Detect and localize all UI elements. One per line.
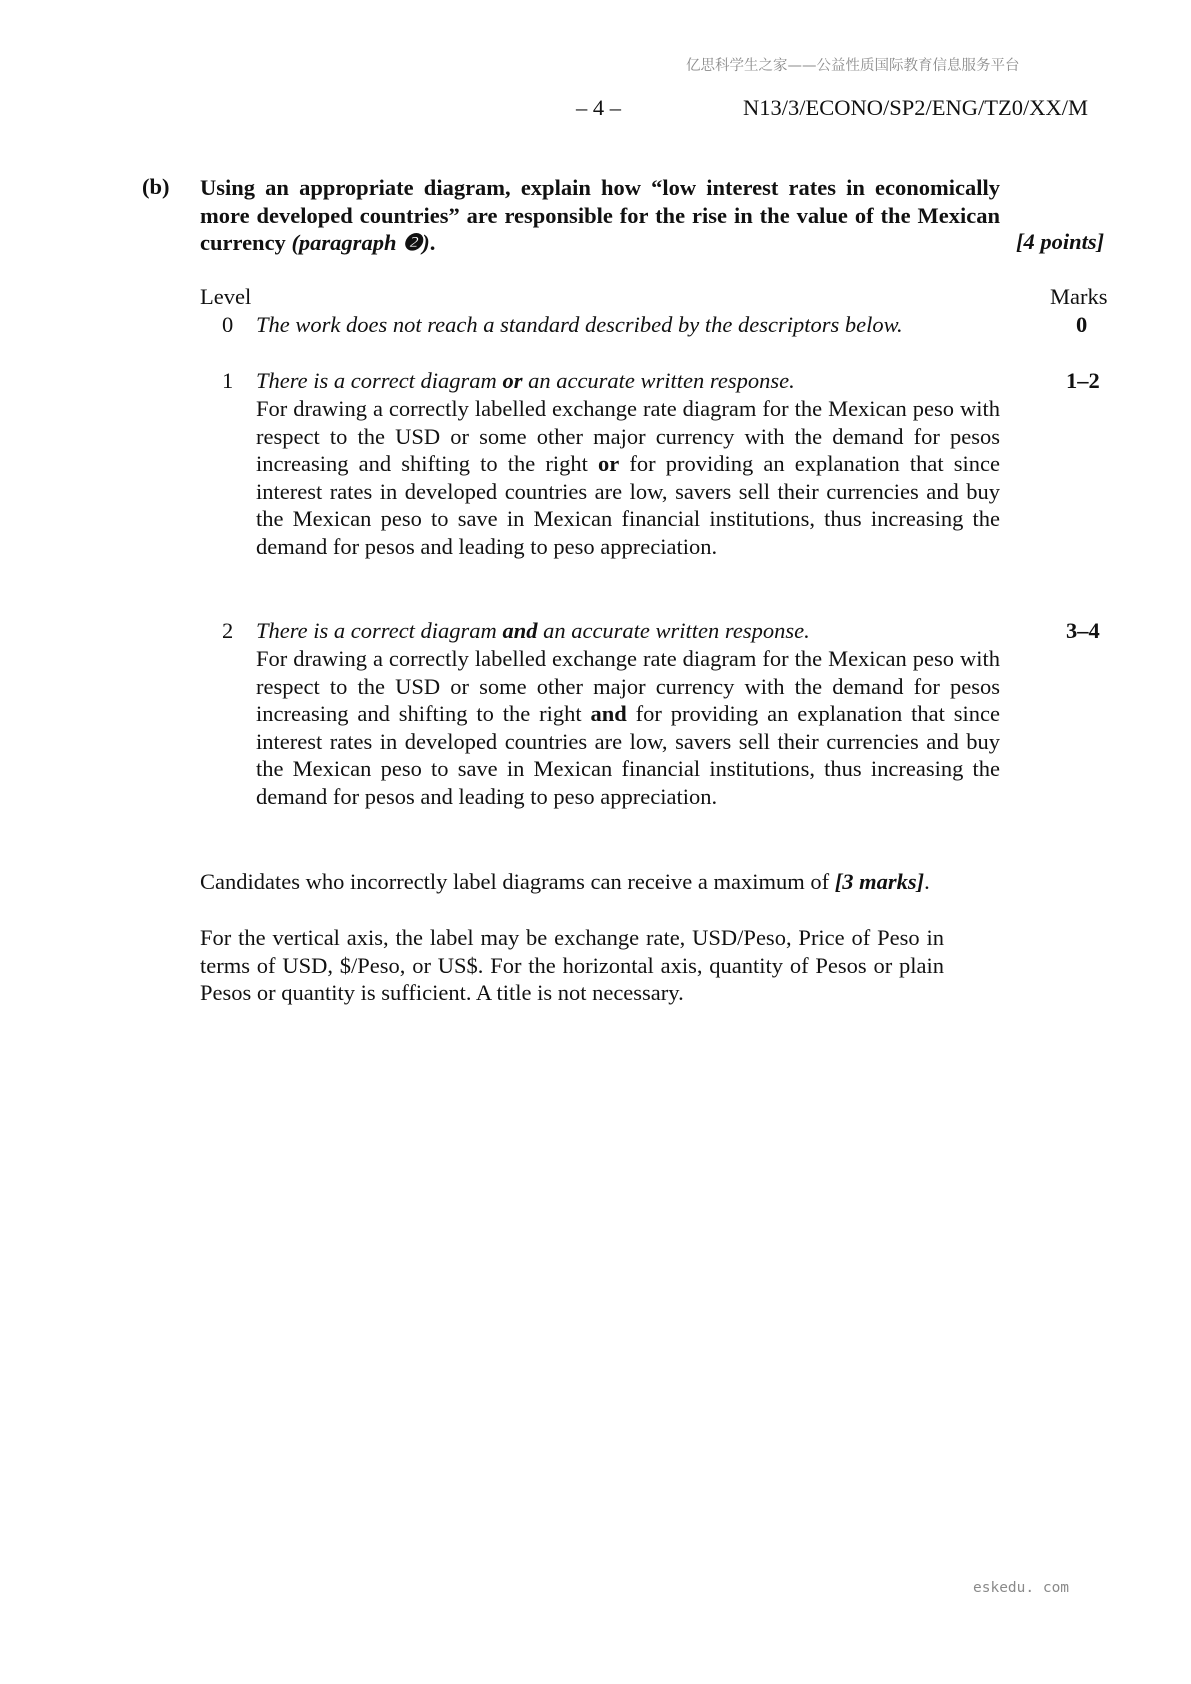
question-label: (b) bbox=[142, 174, 170, 199]
level-1-title-post: an accurate written response. bbox=[522, 368, 795, 393]
watermark-footer: eskedu. com bbox=[973, 1580, 1070, 1596]
page-number: – 4 – bbox=[576, 95, 621, 120]
level-header: Level bbox=[200, 284, 252, 309]
level-1-marks: 1–2 bbox=[1066, 368, 1100, 393]
label-note bbox=[200, 868, 1000, 896]
level-1-descriptor bbox=[256, 395, 1000, 561]
label-note-post: . bbox=[924, 869, 930, 894]
level-2-title bbox=[256, 618, 810, 644]
level-2-title-pre: There is a correct diagram bbox=[256, 618, 503, 643]
level-1-number: 1 bbox=[222, 368, 234, 393]
level-2-body-key: and bbox=[590, 701, 627, 727]
question-main: Using an appropriate diagram, explain how “low interest rates in economically more developed countries” are responsible for the rise in the value of the Mexican currency bbox=[200, 175, 1000, 255]
level-1-body-pre: For drawing a correctly labelled exchange rate diagram for the Mexican peso with respect to the USD or some other major currency with the demand for pesos increasing and shifting to the right bbox=[256, 396, 1000, 477]
level-2-body-pre: For drawing a correctly labelled exchange rate diagram for the Mexican peso with respect to the USD or some other major currency with the demand for pesos increasing and shifting to the right bbox=[256, 646, 1000, 727]
level-1-title-key: or bbox=[502, 368, 523, 393]
level-2-descriptor bbox=[256, 645, 1000, 811]
level-1-title-pre: There is a correct diagram bbox=[256, 368, 503, 393]
question-text bbox=[200, 174, 1000, 257]
level-1-body-key: or bbox=[598, 451, 620, 477]
level-2-number: 2 bbox=[222, 618, 234, 643]
level-2-marks: 3–4 bbox=[1066, 618, 1100, 643]
level-1-body-post: for providing an explanation that since interest rates in developed countries are low, savers sell their currencies and buy the Mexican peso to save in Mexican financial institutions, thus increasing the demand for pesos and leading to peso appreciation. bbox=[256, 451, 1000, 559]
level-0-number: 0 bbox=[222, 312, 234, 337]
document-code: N13/3/ECONO/SP2/ENG/TZ0/XX/M bbox=[743, 95, 1089, 120]
level-0-marks: 0 bbox=[1076, 312, 1088, 337]
question-end: . bbox=[429, 230, 436, 255]
level-2-body-post: for providing an explanation that since interest rates in developed countries are low, savers sell their currencies and buy the Mexican peso to save in Mexican financial institutions, thus increasing the demand for pesos and leading to peso appreciation. bbox=[256, 701, 1000, 809]
label-note-pre: Candidates who incorrectly label diagrams can receive a maximum of bbox=[200, 869, 835, 894]
question-points: [4 points] bbox=[1016, 229, 1105, 254]
label-note-marks: [3 marks] bbox=[834, 869, 925, 894]
level-2-title-post: an accurate written response. bbox=[537, 618, 810, 643]
watermark-header: 亿思科学生之家——公益性质国际教育信息服务平台 bbox=[686, 58, 1020, 74]
axis-note: For the vertical axis, the label may be exchange rate, USD/Peso, Price of Peso in terms of USD, $/Peso, or US$. For the horizontal axis, quantity of Pesos or plain Pesos or quantity is sufficient. A title is not necessary. bbox=[200, 925, 944, 1006]
marks-header: Marks bbox=[1050, 284, 1108, 309]
level-2-title-key: and bbox=[502, 618, 538, 643]
question-paragraph-ref: (paragraph ❷) bbox=[291, 230, 430, 255]
level-1-title bbox=[256, 368, 795, 394]
level-0-title: The work does not reach a standard described by the descriptors below. bbox=[256, 312, 903, 337]
